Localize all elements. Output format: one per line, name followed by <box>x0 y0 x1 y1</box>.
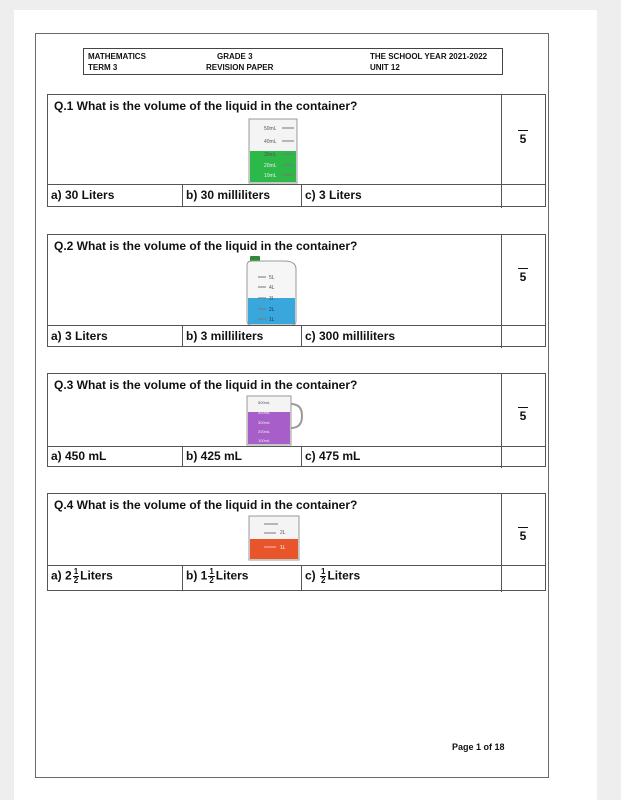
fraction-denominator: 2 <box>321 576 326 585</box>
answer-option-b[interactable]: b) 425 mL <box>186 449 243 463</box>
score-line <box>518 527 528 528</box>
beaker-green-image <box>246 117 302 185</box>
answer-option-a[interactable]: a) 450 mL <box>51 449 107 463</box>
answer-option-a[interactable]: a) 3 Liters <box>51 329 108 343</box>
question-1 <box>47 94 546 207</box>
answer-row <box>48 446 545 466</box>
scale-label: 5L <box>269 275 275 281</box>
scale-label: 500mL <box>258 400 271 405</box>
answer-unit: Liters <box>327 568 361 583</box>
subject-label: MATHEMATICS <box>88 52 146 61</box>
jerrycan-blue-image <box>244 255 300 327</box>
fraction-denominator: 2 <box>73 576 79 585</box>
scale-label: 1L <box>280 545 286 551</box>
answer-prefix: b) 1 <box>186 568 208 583</box>
page-total: 18 <box>494 742 505 752</box>
question-2 <box>47 234 546 347</box>
answer-prefix: a) 2 <box>51 568 72 583</box>
page-current: 1 <box>476 742 482 752</box>
answer-row <box>48 184 545 206</box>
page-number <box>452 742 505 752</box>
question-1-score: 5 <box>519 132 527 146</box>
question-2-text: Q.2 What is the volume of the liquid in the container? <box>54 239 358 253</box>
scale-label: 400mL <box>258 410 271 415</box>
answer-prefix: c) <box>305 568 320 583</box>
score-line <box>518 268 528 269</box>
answer-row <box>48 325 545 346</box>
question-4-score: 5 <box>519 529 527 543</box>
document-header <box>83 48 503 75</box>
question-3 <box>47 373 546 467</box>
answer-option-c[interactable]: c) 300 milliliters <box>305 329 396 343</box>
scale-label: 4L <box>269 285 275 291</box>
answer-unit: Liters <box>80 568 113 583</box>
score-line <box>518 130 528 131</box>
fraction <box>73 568 79 585</box>
answer-option-b[interactable]: b) 3 milliliters <box>186 329 264 343</box>
scale-label: 2L <box>269 307 275 313</box>
scale-label: 40mL <box>264 139 277 145</box>
answer-option-a[interactable]: a) 30 Liters <box>51 188 115 202</box>
fraction <box>208 568 214 585</box>
question-1-text: Q.1 What is the volume of the liquid in the container? <box>54 99 358 113</box>
scale-label: 3L <box>269 296 275 302</box>
scale-label: 30mL <box>264 152 277 158</box>
question-3-score: 5 <box>519 409 527 423</box>
answer-option-b[interactable] <box>183 566 301 590</box>
jug-purple-image <box>244 394 306 446</box>
scale-label: 2L <box>280 530 286 536</box>
answer-option-c[interactable] <box>302 566 502 590</box>
fraction-numerator: 1 <box>73 567 79 576</box>
term-label: TERM 3 <box>88 63 118 72</box>
scale-label: 100mL <box>258 438 271 443</box>
scale-label: 300mL <box>258 420 271 425</box>
year-label: THE SCHOOL YEAR 2021-2022 <box>370 52 488 61</box>
page-middle: of <box>481 742 495 752</box>
question-4-text: Q.4 What is the volume of the liquid in the container? <box>54 498 358 512</box>
scale-label: 50mL <box>264 126 277 132</box>
answer-option-c[interactable]: c) 475 mL <box>305 449 361 463</box>
liquid <box>250 539 298 559</box>
scale-label: 1L <box>269 317 275 323</box>
answer-option-c[interactable]: c) 3 Liters <box>305 188 362 202</box>
answer-unit: Liters <box>215 568 249 583</box>
fraction-numerator: 1 <box>209 567 214 576</box>
fraction-denominator: 2 <box>209 576 214 585</box>
scale-label: 20mL <box>264 163 277 169</box>
answer-option-b[interactable]: b) 30 milliliters <box>186 188 271 202</box>
question-4 <box>47 493 546 591</box>
beaker-orange-image <box>246 514 304 562</box>
page-prefix: Page <box>452 742 477 752</box>
question-2-score: 5 <box>519 270 527 284</box>
grade-label: GRADE 3 <box>217 52 253 61</box>
scale-label: 200mL <box>258 429 271 434</box>
answer-row <box>48 565 545 590</box>
fraction-numerator: 1 <box>321 567 326 576</box>
scale-label: 10mL <box>264 173 277 179</box>
question-3-text: Q.3 What is the volume of the liquid in the container? <box>54 378 358 392</box>
answer-option-a[interactable] <box>48 566 182 590</box>
paper-label: REVISION PAPER <box>206 63 274 72</box>
unit-label: UNIT 12 <box>370 63 400 72</box>
score-line <box>518 407 528 408</box>
fraction <box>320 568 326 585</box>
